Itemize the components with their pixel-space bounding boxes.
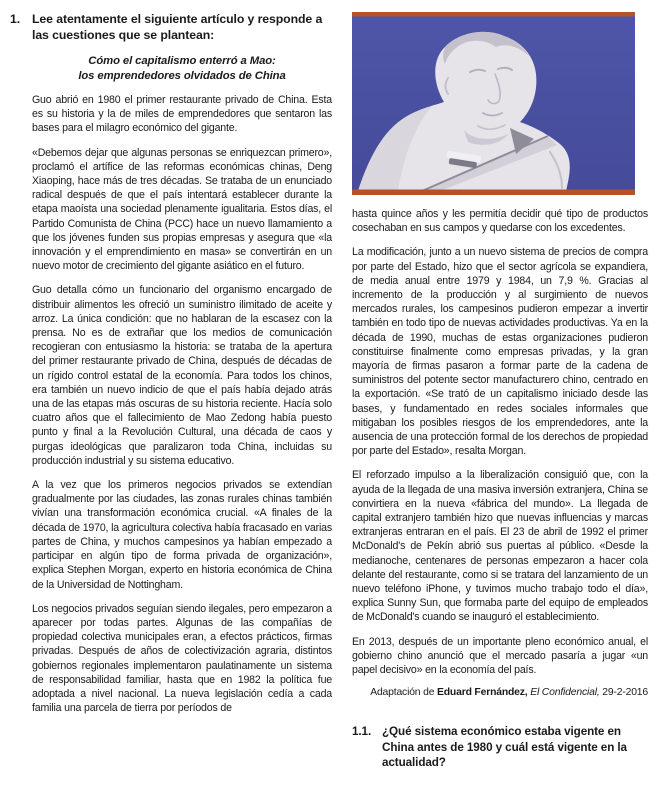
article-paragraph: A la vez que los primeros negocios privados se extendían gradualmente por las ciudades, las zonas rurales chinas también vivían una transformación económica crucial. «A finales de la década de 1970, la agricultura colectiva había fracasado en varias partes de China, y muchos campesinos ya habían empezado a participar en algún tipo de forma privada de organización», explica Stephen Morgan, experto en historia económica de China de la Universidad de Nottingham.: [32, 479, 332, 591]
article-left-text: [32, 93, 332, 715]
article-title: [32, 54, 332, 83]
right-column: [352, 12, 648, 771]
article-paragraph: La modificación, junto a un nuevo sistema de precios de compra por parte del Estado, hizo que el sector agrícola se expandiera, de media anual entre 1979 y 1984, un 7,9 %. Gracias al incremento de la producción y al surgimiento de nuevos mercados rurales, los campesinos pudieron empezar a invertir también en todo tipo de nuevas actividades productivas. Ya en la década de 1990, muchas de estas organizaciones pudieron constituirse finalmente como empresas privadas, y la gran mayoría de firmas pasaron a formar parte de la cadena de suministros del potente sector manufacturero chino, centrado en la exportación. «Se trató de un capitalismo iniciado desde las bases, y fundamentado en redes sociales informales que mitigaban los posibles riesgos de los emprendedores, ante la ausencia de una protección formal de los derechos de propiedad por parte del Estado», resalta Morgan.: [352, 246, 648, 458]
article-paragraph: hasta quince años y les permitía decidir qué tipo de productos cosechaban en sus campos y quedarse con los excedentes.: [352, 208, 648, 235]
mao-statue-photo: [352, 12, 635, 195]
article-paragraph: «Debemos dejar que algunas personas se enriquezcan primero», proclamó el artífice de las reformas económicas chinas, Deng Xiaoping, hace más de tres décadas. Se trataba de un enunciado radical después de que el país intentará establecer durante la etapa maoísta una sociedad plenamente igualitaria. Estos días, el Partido Comunista de China (PCC) hace un nuevo llamamiento a que los jóvenes funden sus propias empresas y asegura que «la innovación y el emprendimiento en masa» se convertirán en un nuevo motor de crecimiento del gigante asiático en el futuro.: [32, 146, 332, 273]
question-1-1: [352, 724, 648, 771]
article-paragraph: Los negocios privados seguían siendo ilegales, pero empezaron a aparecer por todas partes. Algunas de las compañías de propiedad colectiva municipales eran, a efectos prácticos, firmas privadas. Después de años de colectivización agraria, distintos gobiernos regionales implementaron paulatinamente un sistema de responsabilidad familiar, hasta que en 1982 la política fue adoptada a nivel nacional. La nueva legislación cedía a cada familia una parcela de tierra por períodos de: [32, 602, 332, 715]
article-title-line2: los emprendedores olvidados de China: [78, 69, 286, 82]
mao-statue-illustration: [352, 12, 635, 195]
article-right-text: [352, 207, 648, 677]
attribution-line: [352, 687, 648, 698]
article-paragraph: En 2013, después de un importante pleno económico anual, el gobierno chino anunció que el mercado pasaría a jugar «un papel decisivo» en la economía del país.: [352, 635, 648, 677]
left-column: [10, 12, 332, 771]
exercise-number: 1.: [10, 12, 21, 26]
article-paragraph: El reforzado impulso a la liberalización consiguió que, con la ayuda de la llegada de una masiva inversión extranjera, China se convirtiera en la nueva «fábrica del mundo». La llegada de capital extranjero también hizo que nuevas influencias y marcas extranjeras entraran en el país. El 23 de abril de 1992 el primer McDonald's de Pekín abrió sus puertas al público. «Desde la medianoche, centenares de personas empezaron a hacer cola delante del restaurante, como si se tratara del lanzamiento de un nuevo teléfono iPhone, y tuvimos mucho trabajo todo el día», explica Sunny Sun, que formaba parte del equipo de empleados de McDonald's cuando se inauguró el establecimiento.: [352, 469, 648, 624]
attribution-prefix: Adaptación de: [370, 687, 438, 699]
question-number: 1.1.: [352, 725, 372, 739]
article-paragraph: Guo abrió en 1980 el primer restaurante privado de China. Esta es su historia y la de miles de emprendedores que sentaron las bases para el milagro económico del gigante.: [32, 94, 332, 135]
attribution-author: Eduard Fernández,: [437, 687, 528, 699]
exercise-instruction: Lee atentamente el siguiente artículo y responde a las cuestiones que se plantean:: [32, 12, 323, 42]
exercise-heading: [10, 12, 332, 43]
article-paragraph: Guo detalla cómo un funcionario del organismo encargado de distribuir alimentos les ofreció un suministro ilimitado de aceite y arroz. La única condición: que no hablaran de la escasez con la prensa. No es de extrañar que los medios de comunicación recogieran con entusiasmo la historia: se trataba de la apertura del primer restaurante privado de China, después de décadas de un rígido control estatal de la economía. Para todos los chinos, era también un nuevo indicio de que el país había dejado atrás una de las etapas más oscuras de su historia reciente. Hacía solo cuatro años que el fallecimiento de Mao Zedong había puesto punto y final a la Revolución Cultural, una década de caos y purgas ideológicas que paralizaron toda China, incluidas su producción industrial y su sistema educativo.: [32, 284, 332, 467]
attribution-source: El Confidencial,: [527, 687, 600, 699]
attribution-date: 29-2-2016: [599, 687, 648, 699]
question-text: ¿Qué sistema económico estaba vigente en China antes de 1980 y cuál está vigente en la actualidad?: [382, 725, 627, 770]
article-title-line1: Cómo el capitalismo enterró a Mao:: [88, 55, 276, 67]
